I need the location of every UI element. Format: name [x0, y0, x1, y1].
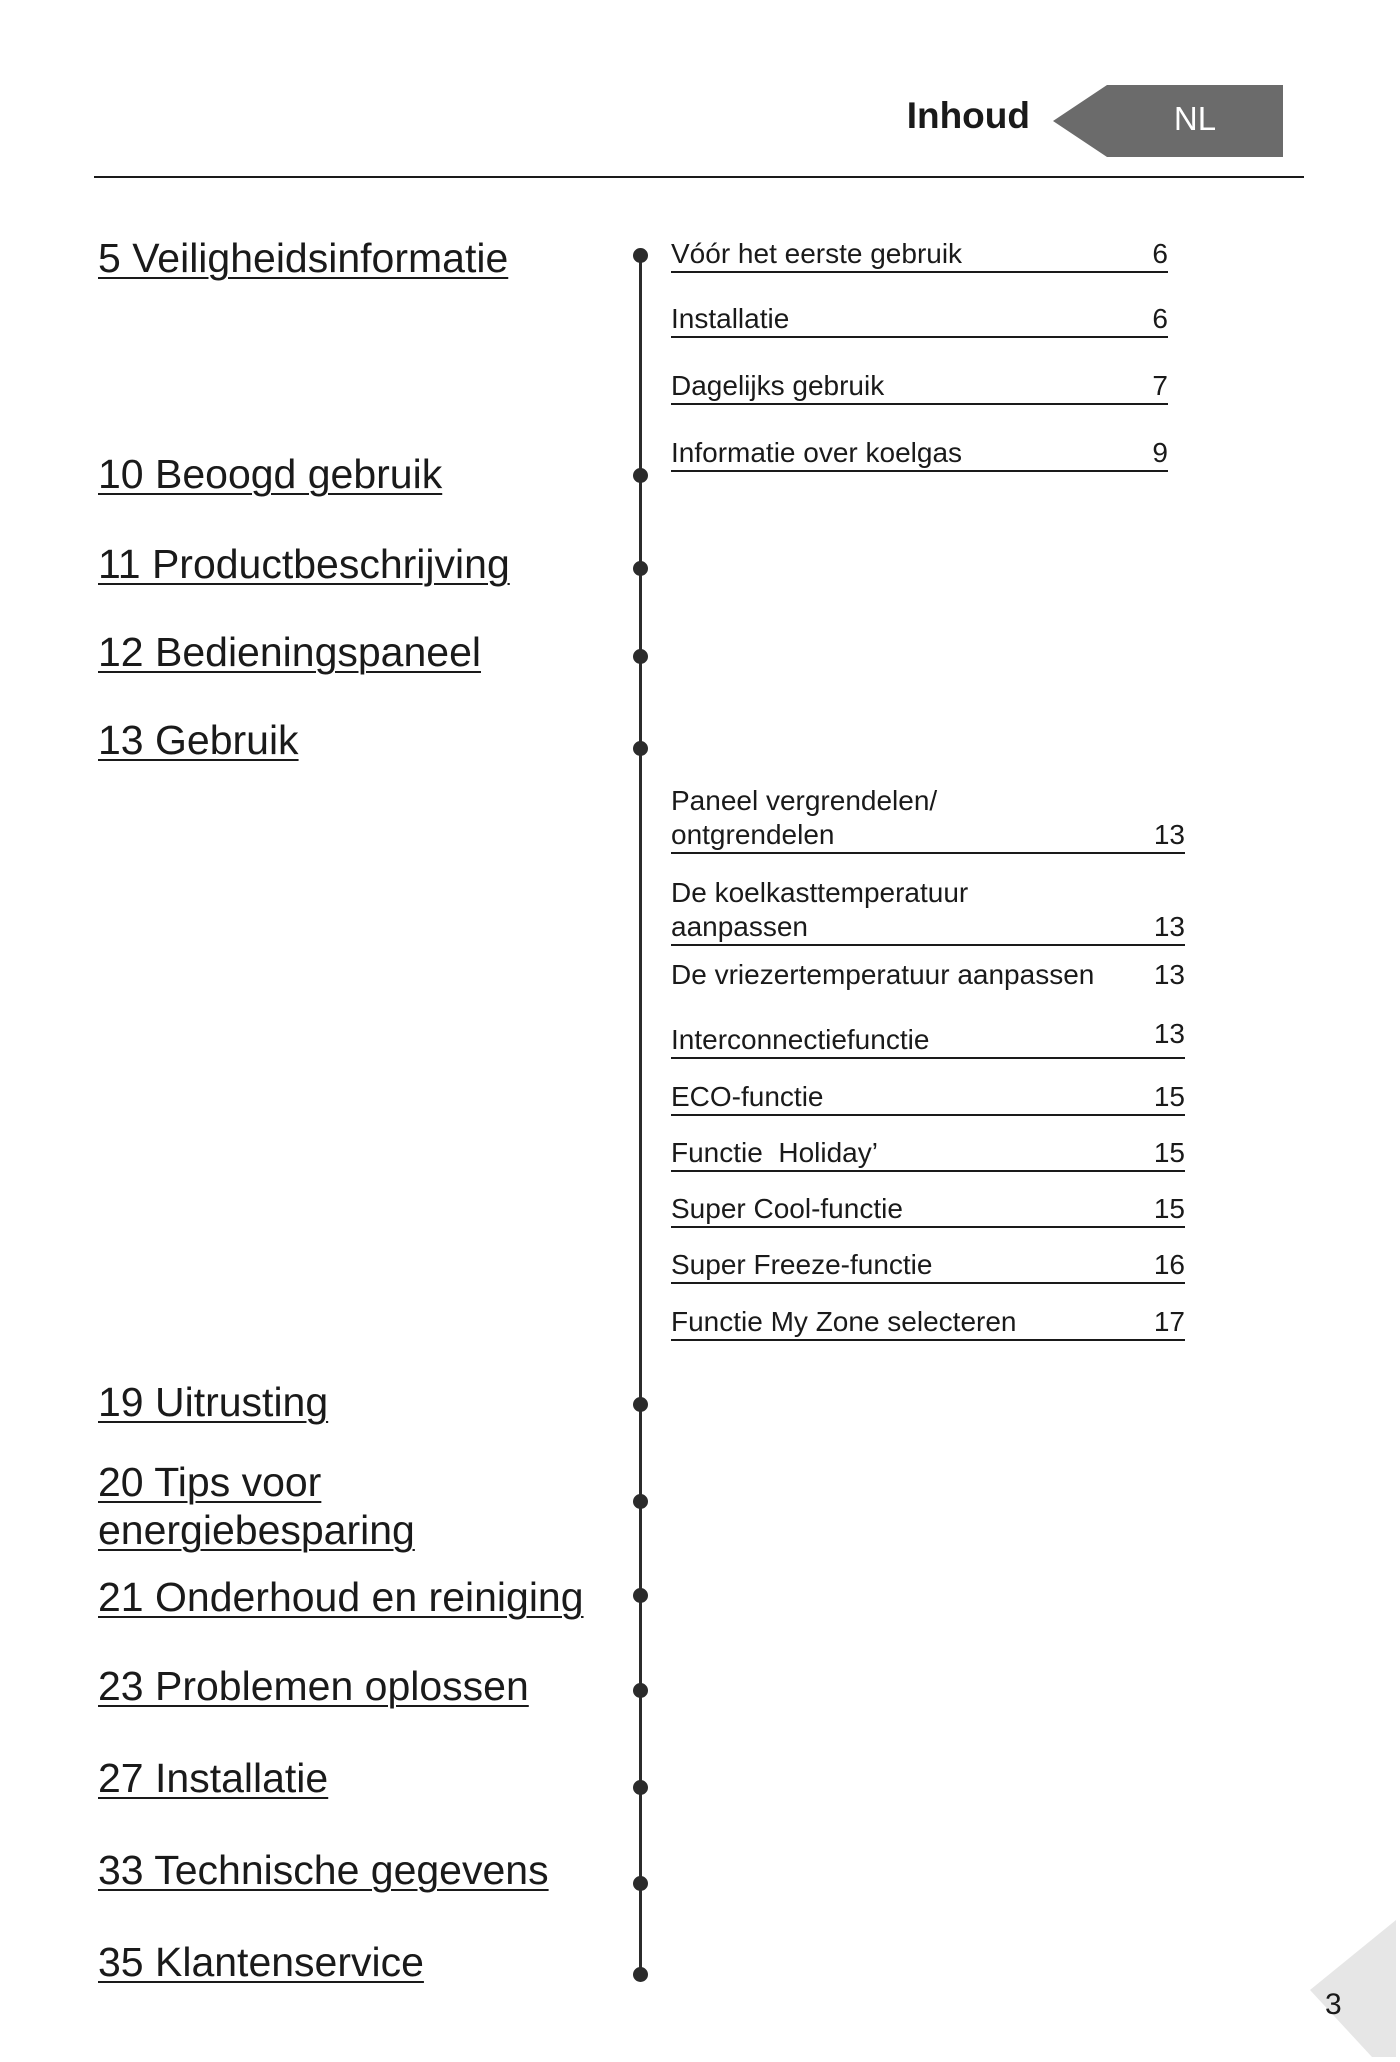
- subsection-page: 17: [1153, 1306, 1185, 1337]
- timeline-dot: [633, 1967, 648, 1982]
- subsection-page: 15: [1153, 1081, 1185, 1112]
- chapter-veiligheidsinformatie[interactable]: 5 Veiligheidsinformatie: [98, 235, 509, 281]
- chapter-onderhoud-reiniging[interactable]: 21 Onderhoud en reiniging: [98, 1574, 584, 1620]
- subsection-label: ECO-functie: [671, 1081, 824, 1112]
- subsection-my-zone-selecteren[interactable]: [671, 1305, 1185, 1341]
- page-corner-tab: [1300, 1920, 1400, 2057]
- chapter-klantenservice[interactable]: 35 Klantenservice: [98, 1939, 424, 1985]
- timeline-dot: [633, 741, 648, 756]
- subsection-page: 16: [1153, 1249, 1185, 1280]
- subsection-page: 13: [1153, 1018, 1185, 1049]
- timeline-dot: [633, 1588, 648, 1603]
- subsection-page: 15: [1153, 1137, 1185, 1168]
- timeline-dot: [633, 561, 648, 576]
- subsection-super-cool-functie[interactable]: [671, 1192, 1185, 1228]
- subsection-page: 6: [1152, 303, 1168, 334]
- subsection-label: Dagelijks gebruik: [671, 370, 885, 401]
- subsection-label: De vriezertemperatuur aanpassen: [671, 959, 1095, 990]
- chapter-technische-gegevens[interactable]: 33 Technische gegevens: [98, 1847, 549, 1893]
- subsection-label: De koelkasttemperatuur aanpassen: [671, 877, 969, 942]
- chapter-uitrusting[interactable]: 19 Uitrusting: [98, 1379, 329, 1425]
- chapter-gebruik[interactable]: 13 Gebruik: [98, 717, 299, 763]
- page-title: Inhoud: [906, 95, 1030, 136]
- subsection-koelkasttemperatuur[interactable]: [671, 876, 1185, 946]
- subsection-eco-functie[interactable]: [671, 1080, 1185, 1116]
- subsection-label: Interconnectiefunctie: [671, 1024, 930, 1055]
- subsection-informatie-koelgas[interactable]: [671, 436, 1168, 472]
- subsection-installatie[interactable]: [671, 302, 1168, 338]
- timeline-dot: [633, 1494, 648, 1509]
- subsection-page: 13: [1153, 911, 1185, 942]
- timeline-dot: [633, 1780, 648, 1795]
- subsection-label: Paneel vergrendelen/ ontgrendelen: [671, 785, 938, 850]
- page-number: 3: [1325, 1988, 1342, 2021]
- subsection-page: 13: [1153, 819, 1185, 850]
- subsection-voor-eerste-gebruik[interactable]: [671, 237, 1168, 273]
- subsection-page: 6: [1152, 238, 1168, 269]
- timeline-dot: [633, 1397, 648, 1412]
- subsection-functie-holiday[interactable]: [671, 1136, 1185, 1172]
- subsection-vriezertemperatuur[interactable]: [671, 958, 1185, 992]
- chapter-productbeschrijving[interactable]: 11 Productbeschrijving: [98, 541, 510, 587]
- timeline-dot: [633, 468, 648, 483]
- subsection-label: Informatie over koelgas: [671, 437, 963, 468]
- subsection-dagelijks-gebruik[interactable]: [671, 369, 1168, 405]
- timeline-dot: [633, 1683, 648, 1698]
- subsection-label: Super Cool-functie: [671, 1193, 903, 1224]
- chapter-bedieningspaneel[interactable]: 12 Bedieningspaneel: [98, 629, 481, 675]
- subsection-interconnectiefunctie[interactable]: [671, 1018, 1185, 1059]
- chapter-tips-energiebesparing[interactable]: 20 Tips voor energiebesparing: [98, 1459, 415, 1553]
- timeline-dot: [633, 248, 648, 263]
- subsection-page: 9: [1152, 437, 1168, 468]
- subsection-page: 15: [1153, 1193, 1185, 1224]
- chapter-problemen-oplossen[interactable]: 23 Problemen oplossen: [98, 1663, 529, 1709]
- header-divider: [94, 176, 1304, 178]
- timeline-dot: [633, 649, 648, 664]
- subsection-page: 13: [1153, 959, 1185, 990]
- subsection-super-freeze-functie[interactable]: [671, 1248, 1185, 1284]
- timeline-line: [639, 255, 642, 1970]
- chapter-installatie[interactable]: 27 Installatie: [98, 1755, 329, 1801]
- subsection-label: Functie My Zone selecteren: [671, 1306, 1017, 1337]
- subsection-label: Vóór het eerste gebruik: [671, 238, 963, 269]
- page-corner-shape: [1300, 1920, 1400, 2057]
- timeline-dot: [633, 1876, 648, 1891]
- language-label: NL: [1173, 100, 1217, 137]
- subsection-paneel-vergrendelen[interactable]: [671, 784, 1185, 854]
- subsection-label: Installatie: [671, 303, 790, 334]
- subsection-page: 7: [1152, 370, 1168, 401]
- subsection-label: Super Freeze-functie: [671, 1249, 933, 1280]
- chapter-beoogd-gebruik[interactable]: 10 Beoogd gebruik: [98, 451, 443, 497]
- subsection-label: Functie Holiday’: [671, 1137, 878, 1168]
